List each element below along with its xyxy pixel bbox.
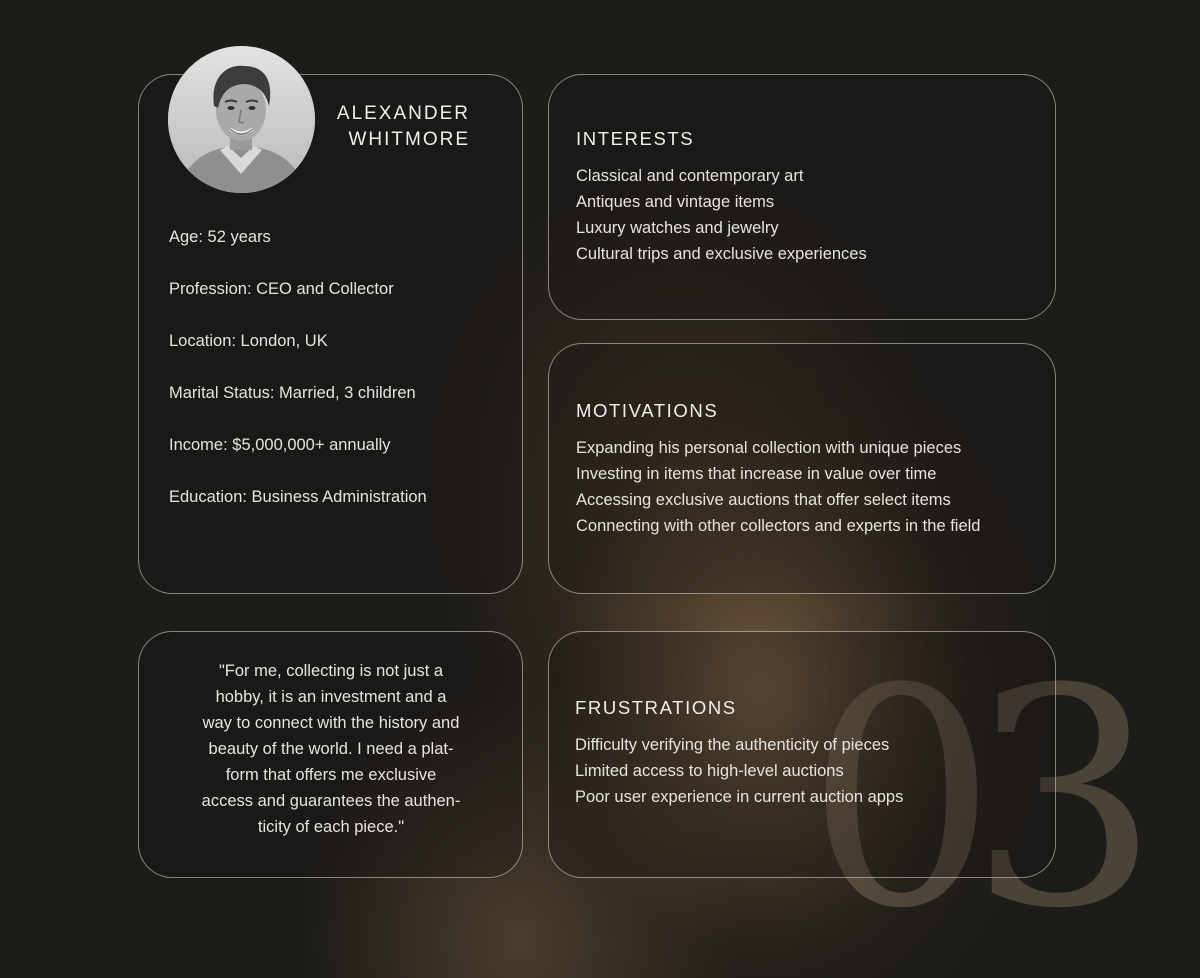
- avatar: [168, 46, 315, 193]
- persona-first-name: ALEXANDER: [336, 103, 470, 124]
- list-item: Poor user experience in current auction apps: [575, 788, 904, 806]
- list-item: Expanding his personal collection with unique pieces: [576, 439, 962, 457]
- motivations-list: [576, 435, 980, 539]
- list-item: Cultural trips and exclusive experiences: [576, 245, 867, 263]
- list-item: Classical and contemporary art: [576, 167, 804, 185]
- fact-profession: Profession: CEO and Collector: [169, 280, 394, 298]
- portrait-photo-icon: [168, 46, 315, 193]
- fact-marital-status: Marital Status: Married, 3 children: [169, 384, 416, 402]
- fact-income: Income: $5,000,000+ annually: [169, 436, 391, 454]
- list-item: Antiques and vintage items: [576, 193, 775, 211]
- quote-line: access and guarantees the authen-: [201, 792, 461, 810]
- page-number: 03: [806, 625, 1132, 974]
- fact-age: Age: 52 years: [169, 228, 271, 246]
- quote-line: beauty of the world. I need a plat-: [208, 740, 454, 758]
- motivations-title: MOTIVATIONS: [576, 400, 719, 421]
- persona-last-name: WHITMORE: [348, 129, 470, 150]
- list-item: Luxury watches and jewelry: [576, 219, 779, 237]
- interests-title: INTERESTS: [576, 128, 695, 149]
- fact-location: Location: London, UK: [169, 332, 328, 350]
- list-item: Investing in items that increase in value over time: [576, 465, 937, 483]
- persona-facts: [169, 226, 427, 538]
- quote-line: hobby, it is an investment and a: [215, 688, 447, 706]
- list-item: Limited access to high-level auctions: [575, 762, 844, 780]
- frustrations-list: [575, 732, 903, 810]
- quote-line: "For me, collecting is not just a: [218, 662, 444, 680]
- list-item: Accessing exclusive auctions that offer select items: [576, 491, 951, 509]
- quote-line: ticity of each piece.": [257, 818, 405, 836]
- frustrations-title: FRUSTRATIONS: [575, 697, 737, 718]
- quote-line: form that offers me exclusive: [225, 766, 437, 784]
- list-item: Connecting with other collectors and experts in the field: [576, 517, 981, 535]
- persona-name: [330, 101, 470, 153]
- quote-line: way to connect with the history and: [202, 714, 460, 732]
- list-item: Difficulty verifying the authenticity of pieces: [575, 736, 890, 754]
- persona-quote: [160, 658, 502, 840]
- fact-education: Education: Business Administration: [169, 488, 427, 506]
- interests-list: [576, 163, 867, 267]
